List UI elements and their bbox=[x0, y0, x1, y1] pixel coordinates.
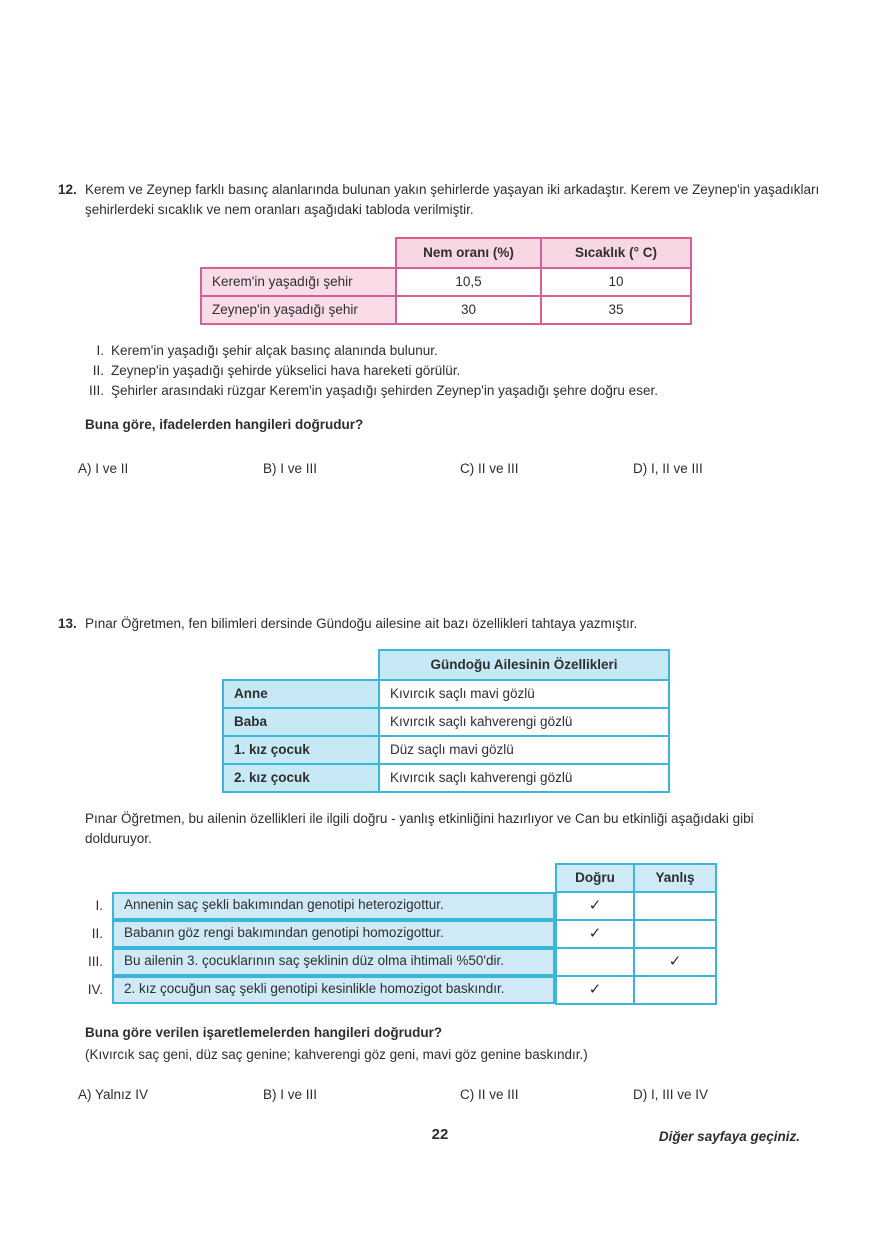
question-13-intro: Pınar Öğretmen, fen bilimleri dersinde Gündoğu ailesine ait bazı özellikleri tahtaya yazmıştır. bbox=[85, 616, 638, 631]
statement-3 bbox=[58, 381, 822, 401]
q13-option-a: A) Yalnız IV bbox=[78, 1087, 149, 1102]
family-traits-table bbox=[222, 649, 670, 793]
question-12 bbox=[58, 180, 822, 479]
q12-statements bbox=[58, 341, 822, 401]
continue-note: Diğer sayfaya geçiniz. bbox=[658, 1129, 800, 1144]
tf-row-1-statement: Annenin saç şekli bakımından genotipi heterozigottur. bbox=[112, 892, 555, 920]
tf-row-1-yanlis-checkmark bbox=[634, 892, 716, 920]
tf-row-2-statement: Babanın göz rengi bakımından genotipi homozigottur. bbox=[112, 920, 555, 948]
table-row bbox=[223, 680, 669, 708]
family-row-anne-label: Anne bbox=[223, 680, 379, 708]
climate-table bbox=[200, 237, 692, 325]
family-row-kiz2-value: Kıvırcık saçlı kahverengi gözlü bbox=[379, 764, 669, 792]
tf-header-dogru: Doğru bbox=[556, 864, 634, 892]
question-12-intro: Kerem ve Zeynep farklı basınç alanlarında bulunan yakın şehirlerde yaşayan iki arkadaştır. Kerem ve Zeynep'in yaşadıkları şehirlerdeki sıcaklık ve nem oranları aşağıdaki tabloda verilmiştir. bbox=[85, 182, 820, 217]
climate-row-kerem-temperature: 10 bbox=[541, 268, 691, 296]
climate-table-header-row bbox=[201, 238, 691, 268]
tf-row-3-dogru-checkmark bbox=[556, 948, 634, 976]
tf-row-2-yanlis-checkmark bbox=[634, 920, 716, 948]
q13-option-c: C) II ve III bbox=[460, 1087, 519, 1102]
tf-row-4-statement: 2. kız çocuğun saç şekli genotipi kesinlikle homozigot baskındır. bbox=[112, 976, 555, 1004]
question-12-number: 12. bbox=[58, 182, 77, 197]
tf-corner-cell bbox=[58, 864, 112, 892]
table-row bbox=[223, 736, 669, 764]
family-row-kiz1-label: 1. kız çocuk bbox=[223, 736, 379, 764]
family-row-kiz2-label: 2. kız çocuk bbox=[223, 764, 379, 792]
climate-row-kerem-humidity: 10,5 bbox=[396, 268, 541, 296]
tf-row-1 bbox=[58, 892, 716, 920]
tf-row-3-yanlis-checkmark: ✓ bbox=[634, 948, 716, 976]
tf-row-1-numeral: I. bbox=[95, 898, 103, 913]
q13-options bbox=[78, 1085, 822, 1105]
statement-1 bbox=[58, 341, 822, 361]
family-table-header: Gündoğu Ailesinin Özellikleri bbox=[379, 650, 669, 680]
q12-option-c: C) II ve III bbox=[460, 461, 519, 476]
table-row bbox=[223, 764, 669, 792]
tf-row-3-numeral: III. bbox=[87, 954, 103, 969]
table-row bbox=[201, 296, 691, 324]
family-row-baba-label: Baba bbox=[223, 708, 379, 736]
statement-2 bbox=[58, 361, 822, 381]
family-row-baba-value: Kıvırcık saçlı kahverengi gözlü bbox=[379, 708, 669, 736]
question-13 bbox=[58, 614, 822, 1105]
climate-row-zeynep-label: Zeynep'in yaşadığı şehir bbox=[201, 296, 396, 324]
climate-table-header-humidity: Nem oranı (%) bbox=[396, 238, 541, 268]
table-row bbox=[223, 708, 669, 736]
table-row bbox=[201, 268, 691, 296]
question-13-number: 13. bbox=[58, 616, 77, 631]
q12-options bbox=[78, 459, 822, 479]
climate-row-kerem-label: Kerem'in yaşadığı şehir bbox=[201, 268, 396, 296]
family-table-corner-cell bbox=[223, 650, 379, 680]
page-number: 22 bbox=[431, 1126, 449, 1143]
statement-2-text: Zeynep'in yaşadığı şehirde yükselici hava hareketi görülür. bbox=[111, 363, 461, 378]
q13-gene-note: (Kıvırcık saç geni, düz saç genine; kahverengi göz geni, mavi göz genine baskındır.) bbox=[85, 1047, 588, 1062]
family-row-anne-value: Kıvırcık saçlı mavi gözlü bbox=[379, 680, 669, 708]
climate-row-zeynep-humidity: 30 bbox=[396, 296, 541, 324]
q12-option-b: B) I ve III bbox=[263, 461, 318, 476]
tf-header-yanlis: Yanlış bbox=[634, 864, 716, 892]
family-table-header-row bbox=[223, 650, 669, 680]
family-row-kiz1-value: Düz saçlı mavi gözlü bbox=[379, 736, 669, 764]
climate-row-zeynep-temperature: 35 bbox=[541, 296, 691, 324]
tf-row-3 bbox=[58, 948, 716, 976]
tf-statement-header-cell bbox=[112, 864, 556, 892]
statement-1-numeral: I. bbox=[96, 343, 104, 358]
q13-question-prompt: Buna göre verilen işaretlemelerden hangileri doğrudur? bbox=[85, 1025, 443, 1040]
statement-2-numeral: II. bbox=[92, 363, 104, 378]
q13-option-d: D) I, III ve IV bbox=[633, 1087, 709, 1102]
statement-3-text: Şehirler arasındaki rüzgar Kerem'in yaşadığı şehirden Zeynep'in yaşadığı şehre doğru eser. bbox=[111, 383, 658, 398]
tf-row-4-yanlis-checkmark bbox=[634, 976, 716, 1004]
q12-option-d: D) I, II ve III bbox=[633, 461, 703, 476]
q13-activity-intro: Pınar Öğretmen, bu ailenin özellikleri ile ilgili doğru - yanlış etkinliğini hazırlıyor ve Can bu etkinliği aşağıdaki gibi dolduruyor. bbox=[85, 811, 754, 846]
tf-row-1-dogru-checkmark: ✓ bbox=[556, 892, 634, 920]
tf-row-2-numeral: II. bbox=[91, 926, 103, 941]
statement-3-numeral: III. bbox=[88, 383, 104, 398]
tf-row-3-statement: Bu ailenin 3. çocuklarının saç şeklinin düz olma ihtimali %50'dir. bbox=[112, 948, 555, 976]
climate-table-corner-cell bbox=[201, 238, 396, 268]
page-footer bbox=[0, 1125, 880, 1147]
climate-table-header-temperature: Sıcaklık (° C) bbox=[541, 238, 691, 268]
tf-row-4-dogru-checkmark: ✓ bbox=[556, 976, 634, 1004]
tf-row-2 bbox=[58, 920, 716, 948]
statement-1-text: Kerem'in yaşadığı şehir alçak basınç alanında bulunur. bbox=[111, 343, 438, 358]
tf-row-4 bbox=[58, 976, 716, 1004]
tf-header-row bbox=[58, 864, 716, 892]
q12-option-a: A) I ve II bbox=[78, 461, 129, 476]
tf-row-4-numeral: IV. bbox=[87, 982, 103, 997]
tf-row-2-dogru-checkmark: ✓ bbox=[556, 920, 634, 948]
q13-option-b: B) I ve III bbox=[263, 1087, 318, 1102]
q12-question-prompt: Buna göre, ifadelerden hangileri doğrudur? bbox=[85, 417, 364, 432]
true-false-table bbox=[58, 863, 717, 1005]
